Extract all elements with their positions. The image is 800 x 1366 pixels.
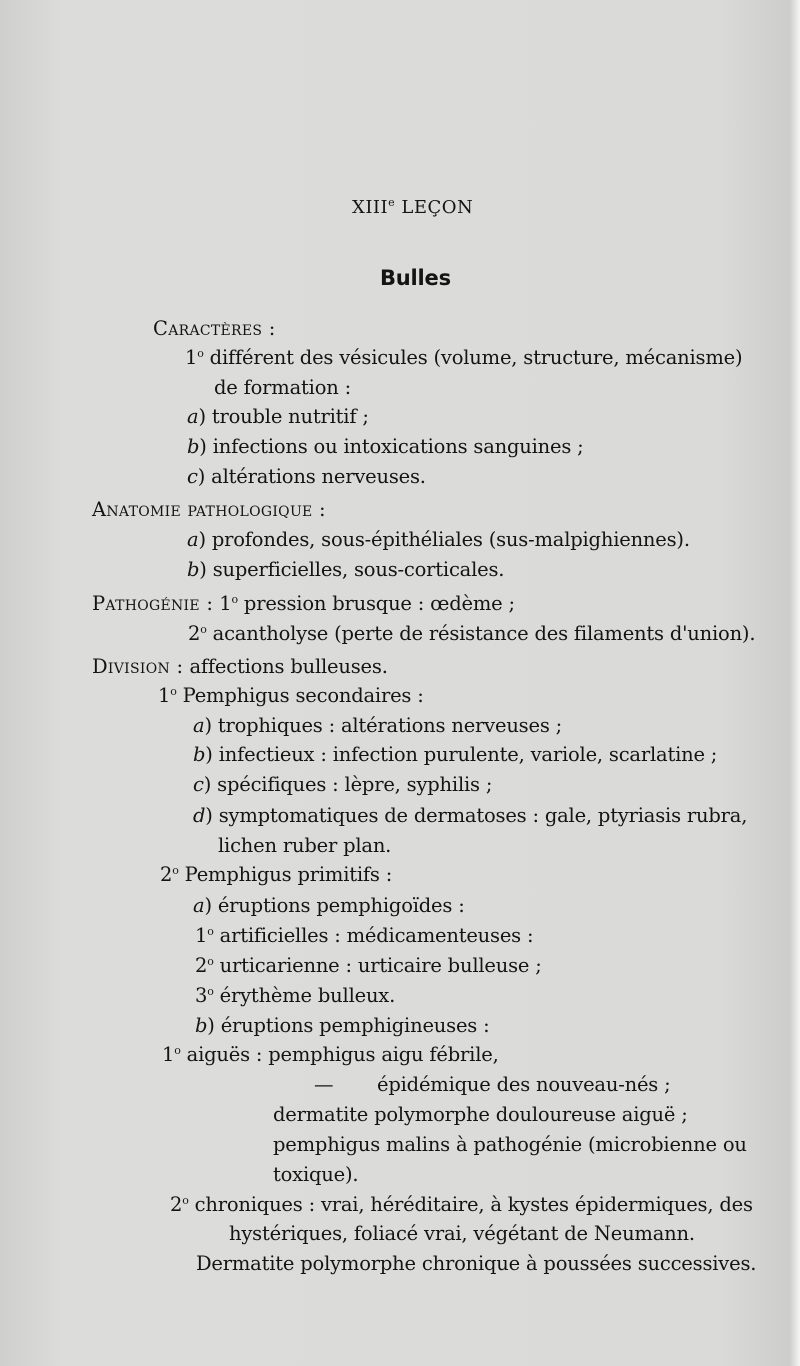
item-text: acantholyse (perte de résistance des filaments d'union). [212,622,756,645]
secondaires-heading [158,684,424,708]
item-text: symptomatiques de dermatoses : gale, ptyriasis rubra, [218,804,748,827]
secondaires-item-d-cont: lichen ruber plan. [218,834,392,857]
item-text: différent des vésicules (volume, structure, mécanisme) [209,346,743,369]
item-ordinal: o [197,347,204,360]
item-letter: b [195,1014,208,1037]
lecture-suffix: e [388,196,396,209]
secondaires-item-d: d) symptomatiques de dermatoses : gale, ptyriasis rubra, [193,804,748,827]
lecture-roman: XIII [352,197,389,218]
item-text: aiguës : pemphigus aigu fébrile, [186,1043,499,1066]
pathogenie-line-2 [188,622,755,646]
item-ordinal: o [170,685,177,698]
item-number: 2 [195,954,208,977]
item-text: érythème bulleux. [219,984,396,1007]
chroniques-line [170,1193,753,1217]
item-ordinal: o [207,985,214,998]
secondaires-item-b: b) infectieux : infection purulente, variole, scarlatine ; [193,743,718,766]
item-number: 1 [162,1043,175,1066]
item-text: infections ou intoxications sanguines ; [212,435,584,458]
caracteres-item-1 [185,346,742,370]
lecture-word: LEÇON [401,197,474,218]
pathogenie-line-1 [92,592,515,616]
toxique-line: toxique). [273,1163,359,1186]
caracteres-item-c: c) altérations nerveuses. [187,465,426,488]
item-ordinal: o [174,1044,181,1057]
item-text: spécifiques : lèpre, syphilis ; [217,773,493,796]
item-ordinal: o [207,955,214,968]
item-letter: d [193,804,206,827]
item-ordinal: o [200,623,207,636]
primitifs-item-a: a) éruptions pemphigoïdes : [193,894,465,917]
item-letter: b [187,435,200,458]
page-edge [790,0,800,1366]
anatomie-heading: Anatomie pathologique : [92,498,326,521]
division-line [92,655,388,679]
item-text: superficielles, sous-corticales. [212,558,505,581]
item-letter: a [193,894,205,917]
item-letter: b [187,558,200,581]
item-ordinal: o [231,593,238,606]
secondaires-item-c: c) spécifiques : lèpre, syphilis ; [193,773,493,796]
item-number: 2 [170,1193,183,1216]
ditto-dash: — [314,1073,334,1096]
division-heading: Division : [92,655,184,678]
page-title: Bulles [380,266,451,290]
item-letter: a [187,405,199,428]
primitifs-heading [160,863,392,887]
pathogenie-heading: Pathogénie : [92,592,214,615]
item-number: 2 [160,863,173,886]
item-text: éruptions pemphigineuses : [220,1014,490,1037]
chroniques-cont-line: hystériques, foliacé vrai, végétant de Neumann. [229,1222,695,1245]
item-text: altérations nerveuses. [211,465,426,488]
item-number: 1 [195,924,208,947]
item-text: Pemphigus primitifs : [184,863,393,886]
division-text: affections bulleuses. [189,655,388,678]
item-number: 1 [185,346,198,369]
item-letter: c [187,465,198,488]
item-text: profondes, sous-épithéliales (sus-malpighiennes). [211,528,690,551]
item-number: 2 [188,622,201,645]
item-ordinal: o [172,864,179,877]
primitifs-item-b: b) éruptions pemphigineuses : [195,1014,490,1037]
item-text: artificielles : médicamenteuses : [219,924,534,947]
pemphigus-malins-line: pemphigus malins à pathogénie (microbienne ou [273,1133,747,1156]
caracteres-item-1-cont: de formation : [214,376,351,399]
item-text: chroniques : vrai, héréditaire, à kystes épidermiques, des [194,1193,753,1216]
anatomie-item-a: a) profondes, sous-épithéliales (sus-malpighiennes). [187,528,690,551]
lecture-heading [352,196,473,220]
caracteres-heading: Caractères : [153,317,276,340]
item-text: trophiques : altérations nerveuses ; [217,714,562,737]
item-text: urticarienne : urticaire bulleuse ; [219,954,542,977]
item-letter: a [187,528,199,551]
item-ordinal: o [207,925,214,938]
item-text: éruptions pemphigoïdes : [217,894,465,917]
dermatite-aigue-line: dermatite polymorphe douloureuse aiguë ; [273,1103,688,1126]
aigues-line [162,1043,499,1067]
secondaires-item-a: a) trophiques : altérations nerveuses ; [193,714,562,737]
primitifs-sub-2 [195,954,542,978]
primitifs-sub-1 [195,924,533,948]
primitifs-sub-3 [195,984,395,1008]
item-text: pression brusque : œdème ; [243,592,515,615]
anatomie-item-b: b) superficielles, sous-corticales. [187,558,505,581]
item-number: 1 [219,592,232,615]
item-letter: c [193,773,204,796]
caracteres-item-a: a) trouble nutritif ; [187,405,369,428]
item-letter: b [193,743,206,766]
item-text: Pemphigus secondaires : [182,684,424,707]
item-text: trouble nutritif ; [211,405,369,428]
caracteres-item-b: b) infections ou intoxications sanguines ; [187,435,584,458]
item-ordinal: o [182,1194,189,1207]
epidemique-line: épidémique des nouveau-nés ; [377,1073,671,1096]
item-letter: a [193,714,205,737]
dermatite-chronique-line: Dermatite polymorphe chronique à poussées successives. [196,1252,757,1275]
item-number: 1 [158,684,171,707]
item-number: 3 [195,984,208,1007]
item-text: infectieux : infection purulente, variole, scarlatine ; [218,743,718,766]
